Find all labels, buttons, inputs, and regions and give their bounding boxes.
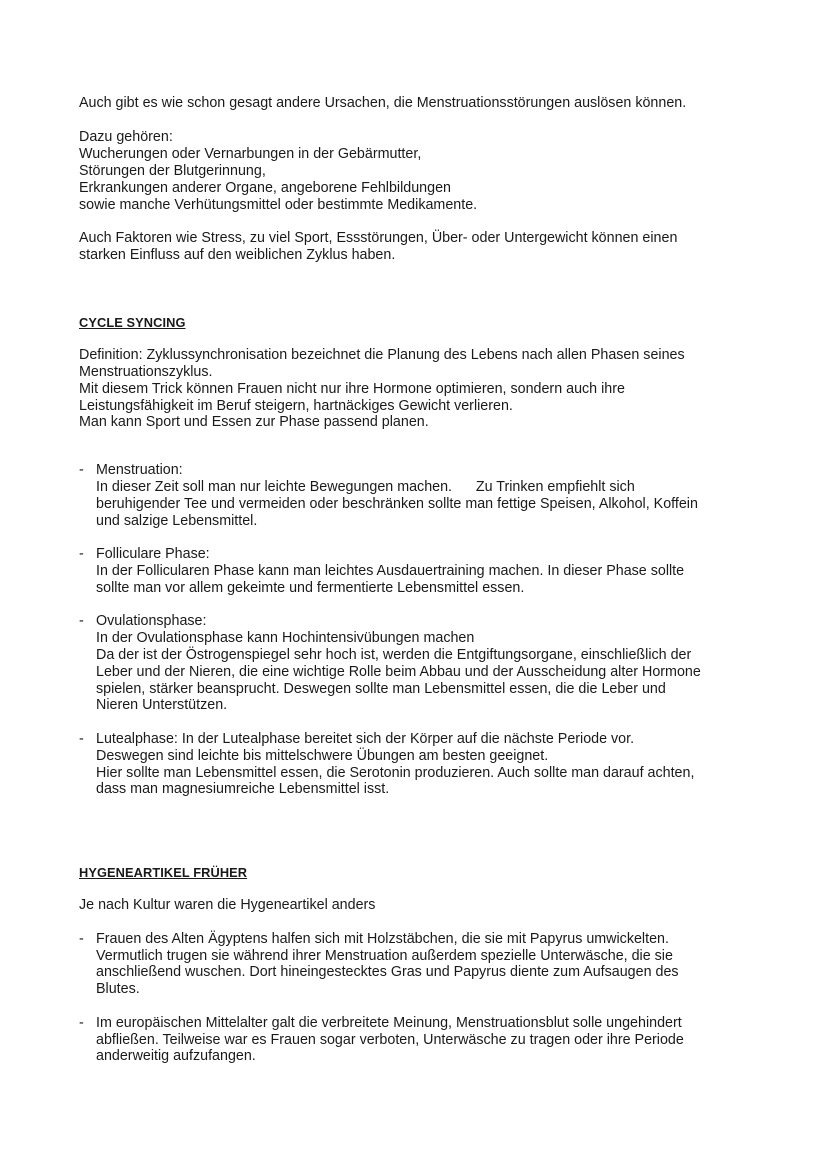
phase-follicular-text: sollte man vor allem gekeimte und fermentierte Lebensmittel essen. <box>96 580 525 596</box>
definition-line: Menstruationszyklus. <box>79 364 213 380</box>
hygiene-middle-ages-text: abfließen. Teilweise war es Frauen sogar verboten, Unterwäsche zu tragen oder ihre Periode <box>96 1032 684 1048</box>
definition-line: Leistungsfähigkeit im Beruf steigern, hartnäckiges Gewicht verlieren. <box>79 398 513 414</box>
phase-luteal-text: Lutealphase: In der Lutealphase bereitet sich der Körper auf die nächste Periode vor. <box>96 731 635 747</box>
bullet-dash: - <box>79 462 84 478</box>
intro-list-line: Wucherungen oder Vernarbungen in der Gebärmutter, <box>79 146 422 162</box>
hygiene-egypt-text: anschließend wuschen. Dort hineingestecktes Gras und Papyrus diente zum Aufsaugen des <box>96 964 679 980</box>
intro-list-line: Erkrankungen anderer Organe, angeborene Fehlbildungen <box>79 180 451 196</box>
bullet-dash: - <box>79 731 84 747</box>
definition-line: Definition: Zyklussynchronisation bezeichnet die Planung des Lebens nach allen Phasen seines <box>79 347 685 363</box>
hygiene-middle-ages-text: Im europäischen Mittelalter galt die verbreitete Meinung, Menstruationsblut solle ungehindert <box>96 1015 682 1031</box>
phase-ovulation-text: spielen, stärker beansprucht. Deswegen sollte man Lebensmittel essen, die die Leber und <box>96 681 666 697</box>
phase-luteal-text: Hier sollte man Lebensmittel essen, die Serotonin produzieren. Auch sollte man darauf achten, <box>96 765 695 781</box>
hygiene-egypt-text: Vermutlich trugen sie während ihrer Menstruation außerdem spezielle Unterwäsche, die sie <box>96 948 673 964</box>
phase-follicular-text: In der Follicularen Phase kann man leichtes Ausdauertraining machen. In dieser Phase sollte <box>96 563 685 579</box>
bullet-dash: - <box>79 1015 84 1031</box>
phase-ovulation-title: Ovulationsphase: <box>96 613 207 629</box>
phase-ovulation-text: Nieren Unterstützen. <box>96 697 228 713</box>
phase-ovulation-text: Leber und der Nieren, die eine wichtige Rolle beim Abbau und der Ausscheidung alter Hormone <box>96 664 701 680</box>
phase-luteal-text: dass man magnesiumreiche Lebensmittel isst. <box>96 781 390 797</box>
phase-menstruation-text: In dieser Zeit soll man nur leichte Bewegungen machen. Zu Trinken empfiehlt sich <box>96 479 635 495</box>
hygiene-egypt-text: Frauen des Alten Ägyptens halfen sich mit Holzstäbchen, die sie mit Papyrus umwickelten. <box>96 931 669 947</box>
bullet-dash: - <box>79 546 84 562</box>
phase-follicular-title: Folliculare Phase: <box>96 546 210 562</box>
section-heading-hygiene: HYGENEARTIKEL FRÜHER <box>79 865 248 880</box>
hygiene-egypt-text: Blutes. <box>96 981 140 997</box>
phase-menstruation-title: Menstruation: <box>96 462 183 478</box>
intro-list-line: Dazu gehören: <box>79 129 173 145</box>
bullet-dash: - <box>79 613 84 629</box>
section-heading-cycle-syncing: CYCLE SYNCING <box>79 315 186 330</box>
hygiene-intro: Je nach Kultur waren die Hygeneartikel anders <box>79 897 376 913</box>
phase-menstruation-text: und salzige Lebensmittel. <box>96 513 258 529</box>
intro-list-line: Störungen der Blutgerinnung, <box>79 163 266 179</box>
hygiene-middle-ages-text: anderweitig aufzufangen. <box>96 1048 256 1064</box>
phase-menstruation-text: beruhigender Tee und vermeiden oder beschränken sollte man fettige Speisen, Alkohol, Koffein <box>96 496 698 512</box>
definition-line: Man kann Sport und Essen zur Phase passend planen. <box>79 414 429 430</box>
phase-ovulation-text: Da der ist der Östrogenspiegel sehr hoch ist, werden die Entgiftungsorgane, einschließlich der <box>96 647 692 663</box>
bullet-dash: - <box>79 931 84 947</box>
phase-ovulation-text: In der Ovulationsphase kann Hochintensivübungen machen <box>96 630 475 646</box>
intro-factors-line: Auch Faktoren wie Stress, zu viel Sport, Essstörungen, Über- oder Untergewicht können einen <box>79 230 678 246</box>
phase-luteal-text: Deswegen sind leichte bis mittelschwere Übungen am besten geeignet. <box>96 748 549 764</box>
intro-factors-line: starken Einfluss auf den weiblichen Zyklus haben. <box>79 247 396 263</box>
intro-list-line: sowie manche Verhütungsmittel oder bestimmte Medikamente. <box>79 197 478 213</box>
definition-line: Mit diesem Trick können Frauen nicht nur ihre Hormone optimieren, sondern auch ihre <box>79 381 625 397</box>
intro-paragraph: Auch gibt es wie schon gesagt andere Ursachen, die Menstruationsstörungen auslösen können. <box>79 95 687 111</box>
